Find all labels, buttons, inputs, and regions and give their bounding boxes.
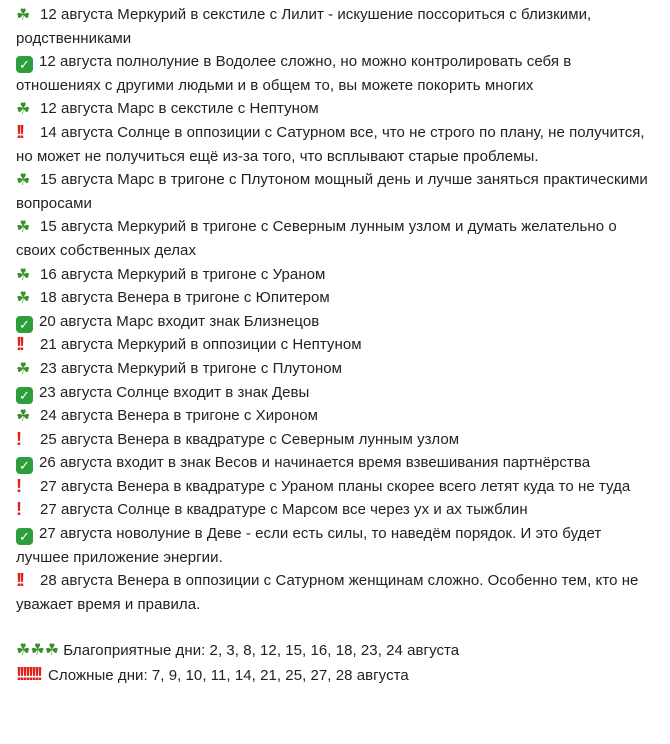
- favorable-days-text: Благоприятные дни: 2, 3, 8, 12, 15, 16, 18, 23, 24 августа: [63, 642, 460, 660]
- event-entry: [16, 97, 656, 121]
- event-entry: [16, 3, 656, 50]
- event-entry: [16, 569, 656, 616]
- clover-icon: ☘: [16, 7, 31, 24]
- event-text: 21 августа Меркурий в оппозиции с Нептуном: [40, 336, 362, 354]
- exclamation-icon: !: [16, 428, 23, 449]
- event-entry: [16, 357, 656, 381]
- event-entry: [16, 215, 656, 262]
- check-mark-icon: ✓: [16, 387, 33, 404]
- double-exclamation-icon: !!: [16, 570, 22, 591]
- event-text: 15 августа Марс в тригоне с Плутоном мощный день и лучше заняться практическими вопросами: [16, 171, 648, 212]
- double-exclamation-icons: !!!!!!!!: [16, 664, 40, 685]
- event-text: 18 августа Венера в тригоне с Юпитером: [40, 289, 330, 307]
- event-text: 27 августа Солнце в квадратуре с Марсом все через ух и ах тыжблин: [40, 501, 528, 519]
- event-text: 28 августа Венера в оппозиции с Сатурном женщинам сложно. Особенно тем, кто не уважает время и правила.: [16, 572, 639, 613]
- event-text: 24 августа Венера в тригоне с Хироном: [40, 407, 319, 425]
- event-entry: [16, 263, 656, 287]
- event-text: 25 августа Венера в квадратуре с Северным лунным узлом: [40, 430, 460, 448]
- event-entry: [16, 286, 656, 310]
- event-text: 27 августа новолуние в Деве - если есть силы, то наведём порядок. И это будет лучшее приложение энергии.: [16, 525, 602, 566]
- check-mark-icon: ✓: [16, 528, 33, 545]
- event-entry: [16, 310, 656, 334]
- spacer: [16, 616, 656, 639]
- favorable-days-line: [16, 639, 656, 663]
- clover-icon: ☘: [16, 219, 31, 237]
- event-text: 26 августа входит в знак Весов и начинается время взвешивания партнёрства: [39, 454, 591, 472]
- event-entry: [16, 121, 656, 168]
- event-text: 12 августа Меркурий в секстиле с Лилит - искушение поссориться с близкими, родственниками: [16, 6, 592, 47]
- check-mark-icon: ✓: [16, 316, 33, 333]
- event-text: 14 августа Солнце в оппозиции с Сатурном все, что не строго по плану, не получится, но может не получиться ещё из-за того, что всплывают старые проблемы.: [16, 123, 645, 165]
- clover-icon: ☘: [16, 101, 31, 119]
- event-list: [16, 3, 656, 616]
- difficult-days-line: [16, 663, 656, 688]
- exclamation-icon: !: [16, 475, 23, 496]
- event-entry: [16, 404, 656, 428]
- event-text: 20 августа Марс входит знак Близнецов: [39, 312, 320, 330]
- event-text: 12 августа Марс в секстиле с Нептуном: [40, 100, 319, 118]
- check-mark-icon: ✓: [16, 56, 33, 73]
- clover-icon: ☘: [16, 266, 31, 284]
- double-exclamation-icon: !!: [16, 334, 22, 355]
- event-entry: [16, 168, 656, 215]
- event-text: 15 августа Меркурий в тригоне с Северным лунным узлом и думать желательно о своих собственных делах: [16, 218, 617, 259]
- event-text: 16 августа Меркурий в тригоне с Ураном: [40, 265, 326, 283]
- clover-icon: ☘: [16, 360, 31, 378]
- event-entry: [16, 428, 656, 452]
- clover-icon: ☘: [16, 290, 31, 308]
- check-mark-icon: ✓: [16, 457, 33, 474]
- event-text: 27 августа Венера в квадратуре с Ураном планы скорее всего летят куда то не туда: [40, 477, 631, 495]
- exclamation-icon: !: [16, 499, 23, 520]
- event-entry: [16, 451, 656, 475]
- event-entry: [16, 522, 656, 569]
- difficult-days-text: Сложные дни: 7, 9, 10, 11, 14, 21, 25, 27, 28 августа: [47, 667, 409, 685]
- clover-icons: ☘☘☘: [16, 642, 60, 660]
- event-entry: [16, 475, 656, 499]
- event-text: 23 августа Меркурий в тригоне с Плутоном: [40, 359, 343, 377]
- event-text: 12 августа полнолуние в Водолее сложно, но можно контролировать себя в отношениях с другими людьми и в общем то, вы можете покорить многих: [16, 53, 572, 94]
- event-entry: [16, 333, 656, 357]
- event-text: 23 августа Солнце входит в знак Девы: [39, 383, 310, 401]
- event-entry: [16, 50, 656, 97]
- event-entry: [16, 381, 656, 405]
- clover-icon: ☘: [16, 408, 31, 426]
- event-entry: [16, 498, 656, 522]
- double-exclamation-icon: !!: [16, 121, 22, 142]
- clover-icon: ☘: [16, 172, 31, 190]
